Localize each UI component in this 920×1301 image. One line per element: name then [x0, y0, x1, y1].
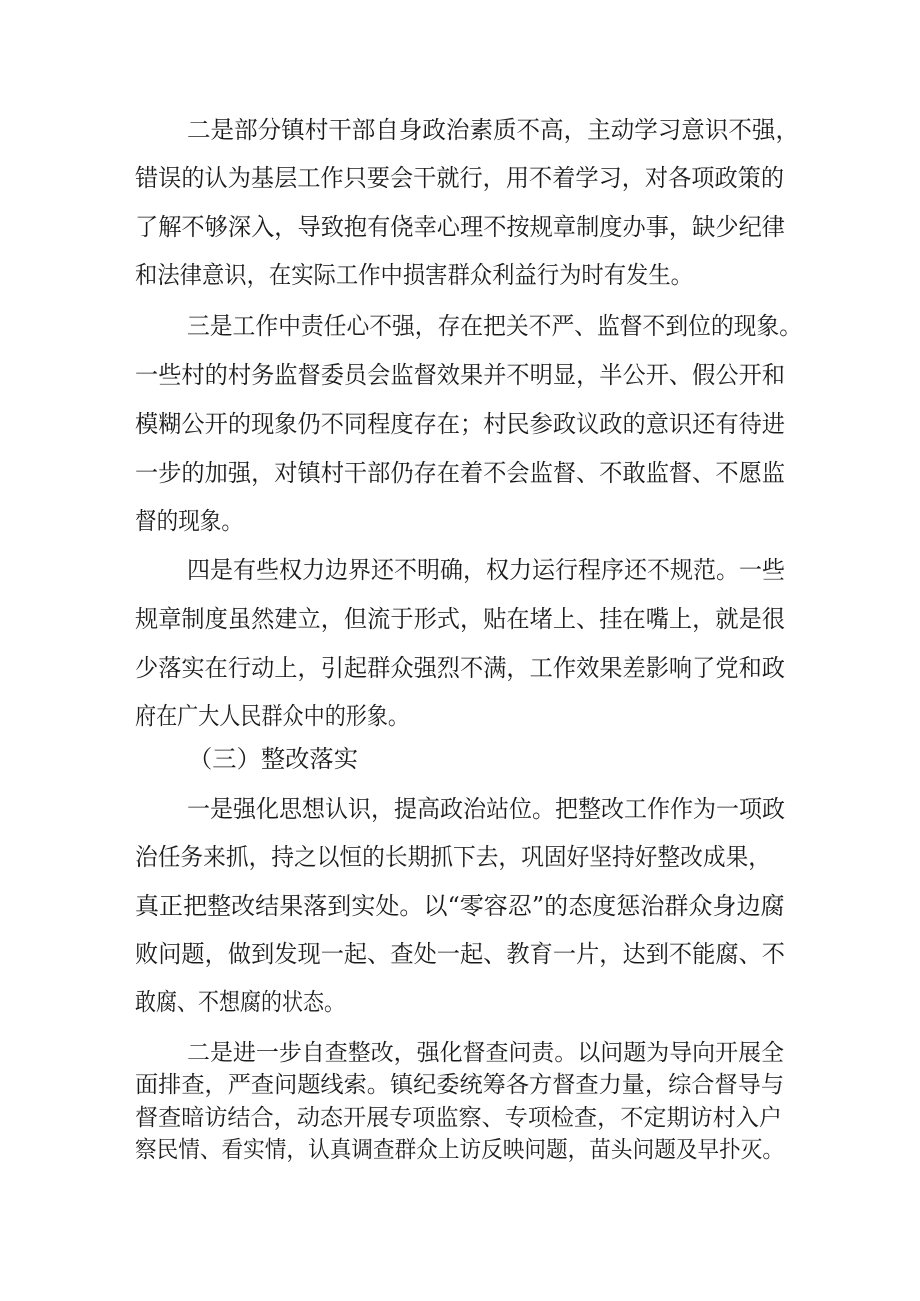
paragraph-line: 一步的加强，对镇村干部仍存在着不会监督、不敢监督、不愿监: [135, 459, 785, 487]
paragraph-line: 真正把整改结果落到实处。以“零容忍”的态度惩治群众身边腐: [135, 892, 785, 920]
paragraph-line: 败问题，做到发现一起、查处一起、教育一片，达到不能腐、不: [135, 940, 785, 968]
paragraph-line: 一是强化思想认识，提高政治站位。把整改工作作为一项政: [187, 795, 785, 823]
paragraph-line: 规章制度虽然建立，但流于形式，贴在堵上、挂在嘴上，就是很: [135, 605, 785, 633]
paragraph-line: 少落实在行动上，引起群众强烈不满，工作效果差影响了党和政: [135, 654, 785, 682]
paragraph-line: 错误的认为基层工作只要会干就行，用不着学习，对各项政策的: [135, 164, 784, 192]
paragraph-line: 四是有些权力边界还不明确，权力运行程序还不规范。一些: [187, 556, 785, 584]
paragraph-line: 一些村的村务监督委员会监督效果并不明显，半公开、假公开和: [135, 361, 785, 389]
paragraph-line: 二是部分镇村干部自身政治素质不高，主动学习意识不强，: [187, 116, 799, 144]
section-heading: （三）整改落实: [188, 745, 358, 773]
paragraph-line: 二是进一步自查整改，强化督查问责。以问题为导向开展全: [187, 1040, 784, 1066]
paragraph-line: 治任务来抓，持之以恒的长期抓下去，巩固好坚持好整改成果，: [135, 843, 771, 871]
paragraph-line: 督的现象。: [135, 507, 243, 535]
paragraph-line: 了解不够深入，导致抱有侥幸心理不按规章制度办事，缺少纪律: [135, 213, 785, 241]
paragraph-line: 察民情、看实情，认真调查群众上访反映问题，苗头问题及早扑灭。: [135, 1137, 784, 1163]
paragraph-line: 敢腐、不想腐的状态。: [135, 988, 345, 1016]
paragraph-line: 督查暗访结合，动态开展专项监察、专项检查，不定期访村入户: [135, 1105, 782, 1131]
paragraph-line: 模糊公开的现象仍不同程度存在；村民参政议政的意识还有待进: [135, 410, 785, 438]
paragraph-line: 和法律意识，在实际工作中损害群众利益行为时有发生。: [135, 261, 693, 289]
paragraph-line: 三是工作中责任心不强，存在把关不严、监督不到位的现象。: [187, 312, 802, 340]
paragraph-line: 府在广大人民群众中的形象。: [135, 702, 409, 730]
paragraph-line: 面排查，严查问题线索。镇纪委统筹各方督查力量，综合督导与: [135, 1072, 784, 1098]
